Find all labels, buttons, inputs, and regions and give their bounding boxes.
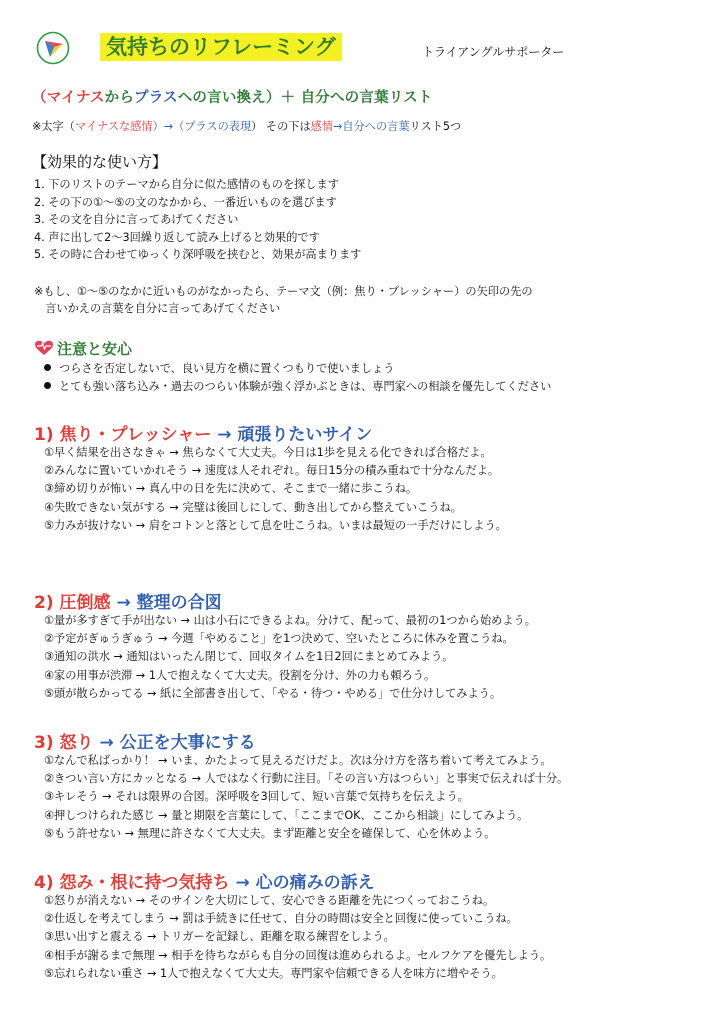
- legend-note: [32, 118, 461, 134]
- section-positive: 頑張りたいサイン: [237, 425, 373, 445]
- list-item: ①なんで私ばっかり！ → いま、かたよって見えるだけだよ。次は分け方を落ち着いて考えてみよう。: [44, 754, 552, 767]
- section-positive: 公正を大事にする: [119, 733, 256, 753]
- list-item: ⑤忘れられない重さ → 1人で抱えなくて大丈夫。専門家や信頼できる人を味方に増やそう。: [44, 966, 503, 980]
- section-negative: 怒り: [59, 733, 94, 753]
- list-item: ①量が多すぎて手が出ない → 山は小石にできるよね。分けて、配って、最初の1つから始めよう。: [44, 614, 536, 627]
- note-feeling: 感情: [310, 120, 334, 133]
- subtitle-plus: プラス: [134, 90, 178, 106]
- list-item: ④押しつけられた感じ → 量と期限を言葉にして、「ここまでOK、ここから相談」にしてみよう。: [44, 808, 529, 822]
- step-item: 4. 声に出して2～3回繰り返して読み上げると効果的です: [34, 230, 320, 244]
- subtitle-open-paren: （: [32, 90, 47, 106]
- list-item: ③締め切りが怖い → 真ん中の日を先に決めて、そこまで一緒に歩こうね。: [44, 482, 418, 496]
- list-item: ②仕返しを考えてしまう → 罰は手続きに任せて、自分の時間は安全と回復に使っていこうね。: [44, 912, 518, 926]
- caution-item-text: つらさを否定しないで、良い見方を横に置くつもりで使いましょう: [59, 362, 395, 375]
- step-item: 2. その下の①～⑤の文のなかから、一番近いものを選びます: [34, 195, 337, 209]
- section-3-heading: [34, 728, 256, 753]
- section-positive: 心の痛みの訴え: [255, 873, 375, 893]
- section-number: 3): [34, 733, 54, 753]
- bullet-icon: [44, 382, 51, 389]
- step-item: 1. 下のリストのテーマから自分に似た感情のものを探します: [34, 178, 339, 191]
- heart-icon: [34, 340, 54, 356]
- step-item: 5. その時に合わせてゆっくり深呼吸を挟むと、効果が高まります: [34, 248, 362, 262]
- note-negative: マイナスな感情: [74, 120, 153, 133]
- caution-heading: [34, 338, 132, 359]
- caution-item: [44, 360, 551, 378]
- extra-line: ※もし、①～⑤のなかに近いものがなかったら、テーマ文（例：焦り・プレッシャー）の矢印の先の: [34, 285, 533, 298]
- brand-name: トライアングルサポーター: [422, 45, 565, 59]
- list-item: ③キレそう → それは限界の合図。深呼吸を3回して、短い言葉で気持ちを伝えよう。: [44, 790, 469, 804]
- section-4-items: [44, 892, 551, 983]
- caution-list: [44, 360, 551, 396]
- subtitle-from: から: [104, 90, 135, 106]
- step-item: 3. その文を自分に言ってあげてください: [34, 213, 239, 227]
- list-item: ①早く結果を出さなきゃ → 焦らなくて大丈夫。今日は1歩を見える化できれば合格だよ。: [44, 446, 492, 459]
- list-item: ④相手が謝るまで無理 → 相手を待ちながらも自分の回復は進められるよ。セルフケアを優先しよう。: [44, 948, 552, 962]
- arrow-icon: →: [235, 873, 250, 893]
- section-1-heading: [34, 420, 372, 445]
- section-negative: 焦り・プレッシャー: [59, 425, 212, 445]
- list-item: ③通知の洪水 → 通知はいったん閉じて、回収タイムを1日2回にまとめてみよう。: [44, 650, 454, 664]
- caution-heading-text: 注意と安心: [57, 340, 133, 358]
- list-item: ②予定がぎゅうぎゅう → 今週「やめること」を1つ決めて、空いたところに休みを置こうね。: [44, 632, 514, 646]
- note-part: ）→（: [152, 120, 185, 133]
- subtitle: [32, 86, 433, 107]
- arrow-icon: →: [99, 733, 114, 753]
- section-4-heading: [34, 868, 375, 893]
- note-arrow: →: [333, 120, 343, 133]
- extra-line: 言いかえの言葉を自分に言ってあげてください: [34, 302, 281, 315]
- list-item: ④家の用事が渋滞 → 1人で抱えなくて大丈夫。役割を分け、外の力も頼ろう。: [44, 668, 436, 682]
- section-number: 2): [34, 593, 54, 613]
- section-positive: 整理の合図: [136, 593, 222, 613]
- bullet-icon: [44, 364, 51, 371]
- effective-use-extra: [34, 283, 533, 317]
- page-title: 気持ちのリフレーミング: [100, 33, 342, 61]
- triangle-logo-icon: [36, 31, 70, 65]
- list-item: ②みんなに置いていかれそう → 速度は人それぞれ。毎日15分の積み重ねで十分なんだよ。: [44, 464, 500, 478]
- note-part: ※太字（: [32, 120, 75, 133]
- list-item: ⑤もう許せない → 無理に許さなくて大丈夫。まず距離と安全を確保して、心を休めよう。: [44, 826, 496, 840]
- section-number: 1): [34, 425, 54, 445]
- section-3-items: [44, 752, 568, 843]
- subtitle-minus: マイナス: [46, 90, 105, 106]
- section-2-heading: [34, 588, 222, 613]
- caution-item: [44, 378, 551, 396]
- subtitle-rest: への言い換え）＋ 自分への言葉リスト: [177, 90, 433, 106]
- list-item: ④失敗できない気がする → 完璧は後回しにして、動き出してから整えていこうね。: [44, 500, 462, 514]
- section-number: 4): [34, 873, 54, 893]
- list-item: ⑤力みが抜けない → 肩をコトンと落として息を吐こうね。いまは最短の一手だけにしよう。: [44, 518, 507, 532]
- list-item: ③思い出すと震える → トリガーを記録し、距離を取る練習をしよう。: [44, 930, 395, 944]
- effective-use-heading: 【効果的な使い方】: [32, 153, 168, 171]
- list-item: ②きつい言い方にカッとなる → 人ではなく行動に注目。「その言い方はつらい」と事実で伝えれば十分。: [44, 772, 569, 786]
- section-2-items: [44, 612, 536, 703]
- note-part: リスト5つ: [409, 120, 462, 133]
- caution-item-text: とても強い落ち込み・過去のつらい体験が強く浮かぶときは、専門家への相談を優先してください: [59, 380, 552, 393]
- note-positive: プラスの表現: [184, 120, 252, 133]
- note-part: ） その下は: [251, 120, 311, 133]
- list-item: ①怒りが消えない → そのサインを大切にして、安心できる距離を先につくっておこうね。: [44, 894, 495, 907]
- section-1-items: [44, 444, 507, 535]
- list-item: ⑤頭が散らかってる → 紙に全部書き出して、「やる・待つ・やめる」で仕分けしてみよう。: [44, 686, 502, 700]
- arrow-icon: →: [116, 593, 131, 613]
- section-negative: 怨み・根に持つ気持ち: [59, 873, 230, 893]
- section-negative: 圧倒感: [59, 593, 111, 613]
- arrow-icon: →: [217, 425, 232, 445]
- note-self-words: 自分への言葉: [342, 120, 410, 133]
- effective-use-steps: [34, 176, 361, 264]
